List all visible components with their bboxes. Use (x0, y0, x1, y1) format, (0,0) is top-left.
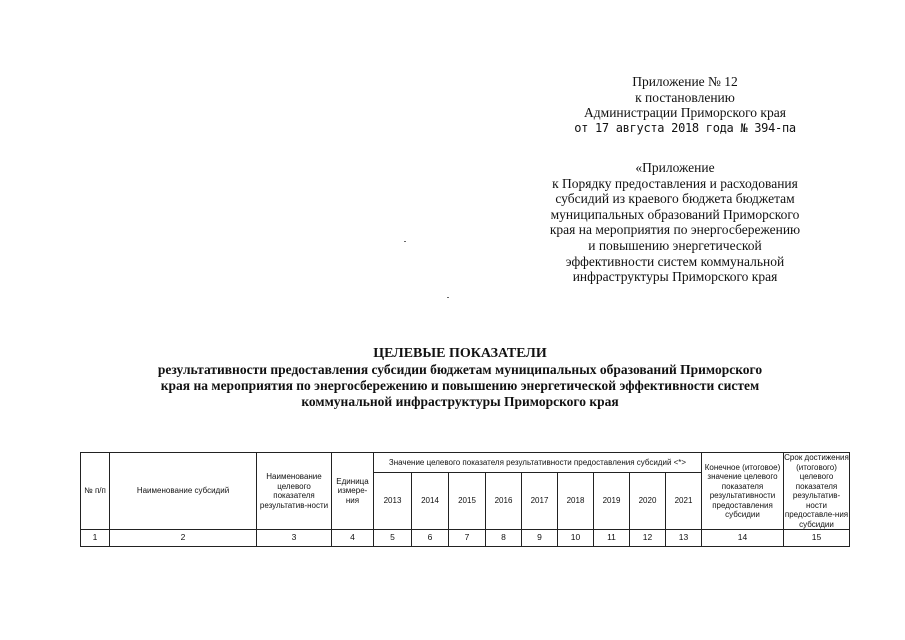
appendix-decree-ref: к постановлению (635, 89, 735, 105)
year-header: 2014 (412, 473, 449, 530)
column-number: 3 (257, 530, 332, 547)
column-number: 12 (630, 530, 666, 547)
column-number: 5 (374, 530, 412, 547)
indicators-table (80, 452, 850, 547)
title-sub-line: коммунальной инфраструктуры Приморского края (301, 394, 619, 409)
year-header: 2013 (374, 473, 412, 530)
col-header-indicator: Наименование целевого показателя результатив-ности (257, 453, 332, 530)
year-header: 2018 (558, 473, 594, 530)
col-header-values-group: Значение целевого показателя результативности предоставления субсидий <*> (374, 453, 702, 473)
title-sub-line: края на мероприятия по энергосбережению и повышению энергетической эффективности систем (160, 378, 760, 393)
column-number: 15 (784, 530, 850, 547)
column-number: 13 (666, 530, 702, 547)
year-header: 2015 (449, 473, 486, 530)
scan-speck (447, 297, 449, 298)
column-number: 11 (594, 530, 630, 547)
title-main: ЦЕЛЕВЫЕ ПОКАЗАТЕЛИ (373, 346, 547, 361)
column-number: 7 (449, 530, 486, 547)
column-number: 4 (332, 530, 374, 547)
year-header: 2020 (630, 473, 666, 530)
year-header: 2021 (666, 473, 702, 530)
order-line: инфраструктуры Приморского края (572, 269, 778, 285)
column-number: 9 (522, 530, 558, 547)
col-header-unit: Единица измере-ния (332, 453, 374, 530)
col-header-subsidy: Наименование субсидий (110, 453, 257, 530)
order-line: эффективности систем коммунальной (565, 253, 785, 269)
scan-speck (404, 241, 406, 242)
appendix-header (540, 74, 830, 136)
column-number: 2 (110, 530, 257, 547)
column-number: 6 (412, 530, 449, 547)
column-number-row (81, 530, 850, 547)
order-line: к Порядку предоставления и расходования (552, 175, 798, 191)
year-header: 2019 (594, 473, 630, 530)
appendix-date: от 17 августа 2018 года № 394-па (574, 120, 796, 135)
col-header-num: № п/п (81, 453, 110, 530)
appendix-number: Приложение № 12 (632, 74, 738, 89)
column-number: 1 (81, 530, 110, 547)
document-title (110, 345, 810, 410)
year-header: 2016 (486, 473, 522, 530)
header-row-top (81, 453, 850, 473)
year-header: 2017 (522, 473, 558, 530)
order-line: и повышению энергетической (588, 237, 762, 253)
col-header-deadline: Срок достижения (итогового) целевого показателя результатив-ности предоставле-ния субсидии (784, 453, 849, 529)
order-reference (520, 160, 830, 285)
order-line: субсидий из краевого бюджета бюджетам (555, 191, 795, 207)
column-number: 14 (702, 530, 784, 547)
column-number: 10 (558, 530, 594, 547)
title-sub-line: результативности предоставления субсидии бюджетам муниципальных образований Приморского (157, 362, 763, 377)
order-line: «Приложение (635, 160, 715, 175)
column-number: 8 (486, 530, 522, 547)
appendix-authority: Администрации Приморского края (584, 105, 786, 121)
order-line: муниципальных образований Приморского (550, 206, 800, 222)
col-header-final: Конечное (итоговое) значение целевого показателя результативности предоставления субсидии (702, 453, 784, 530)
order-line: края на мероприятия по энергосбережению (549, 222, 801, 238)
